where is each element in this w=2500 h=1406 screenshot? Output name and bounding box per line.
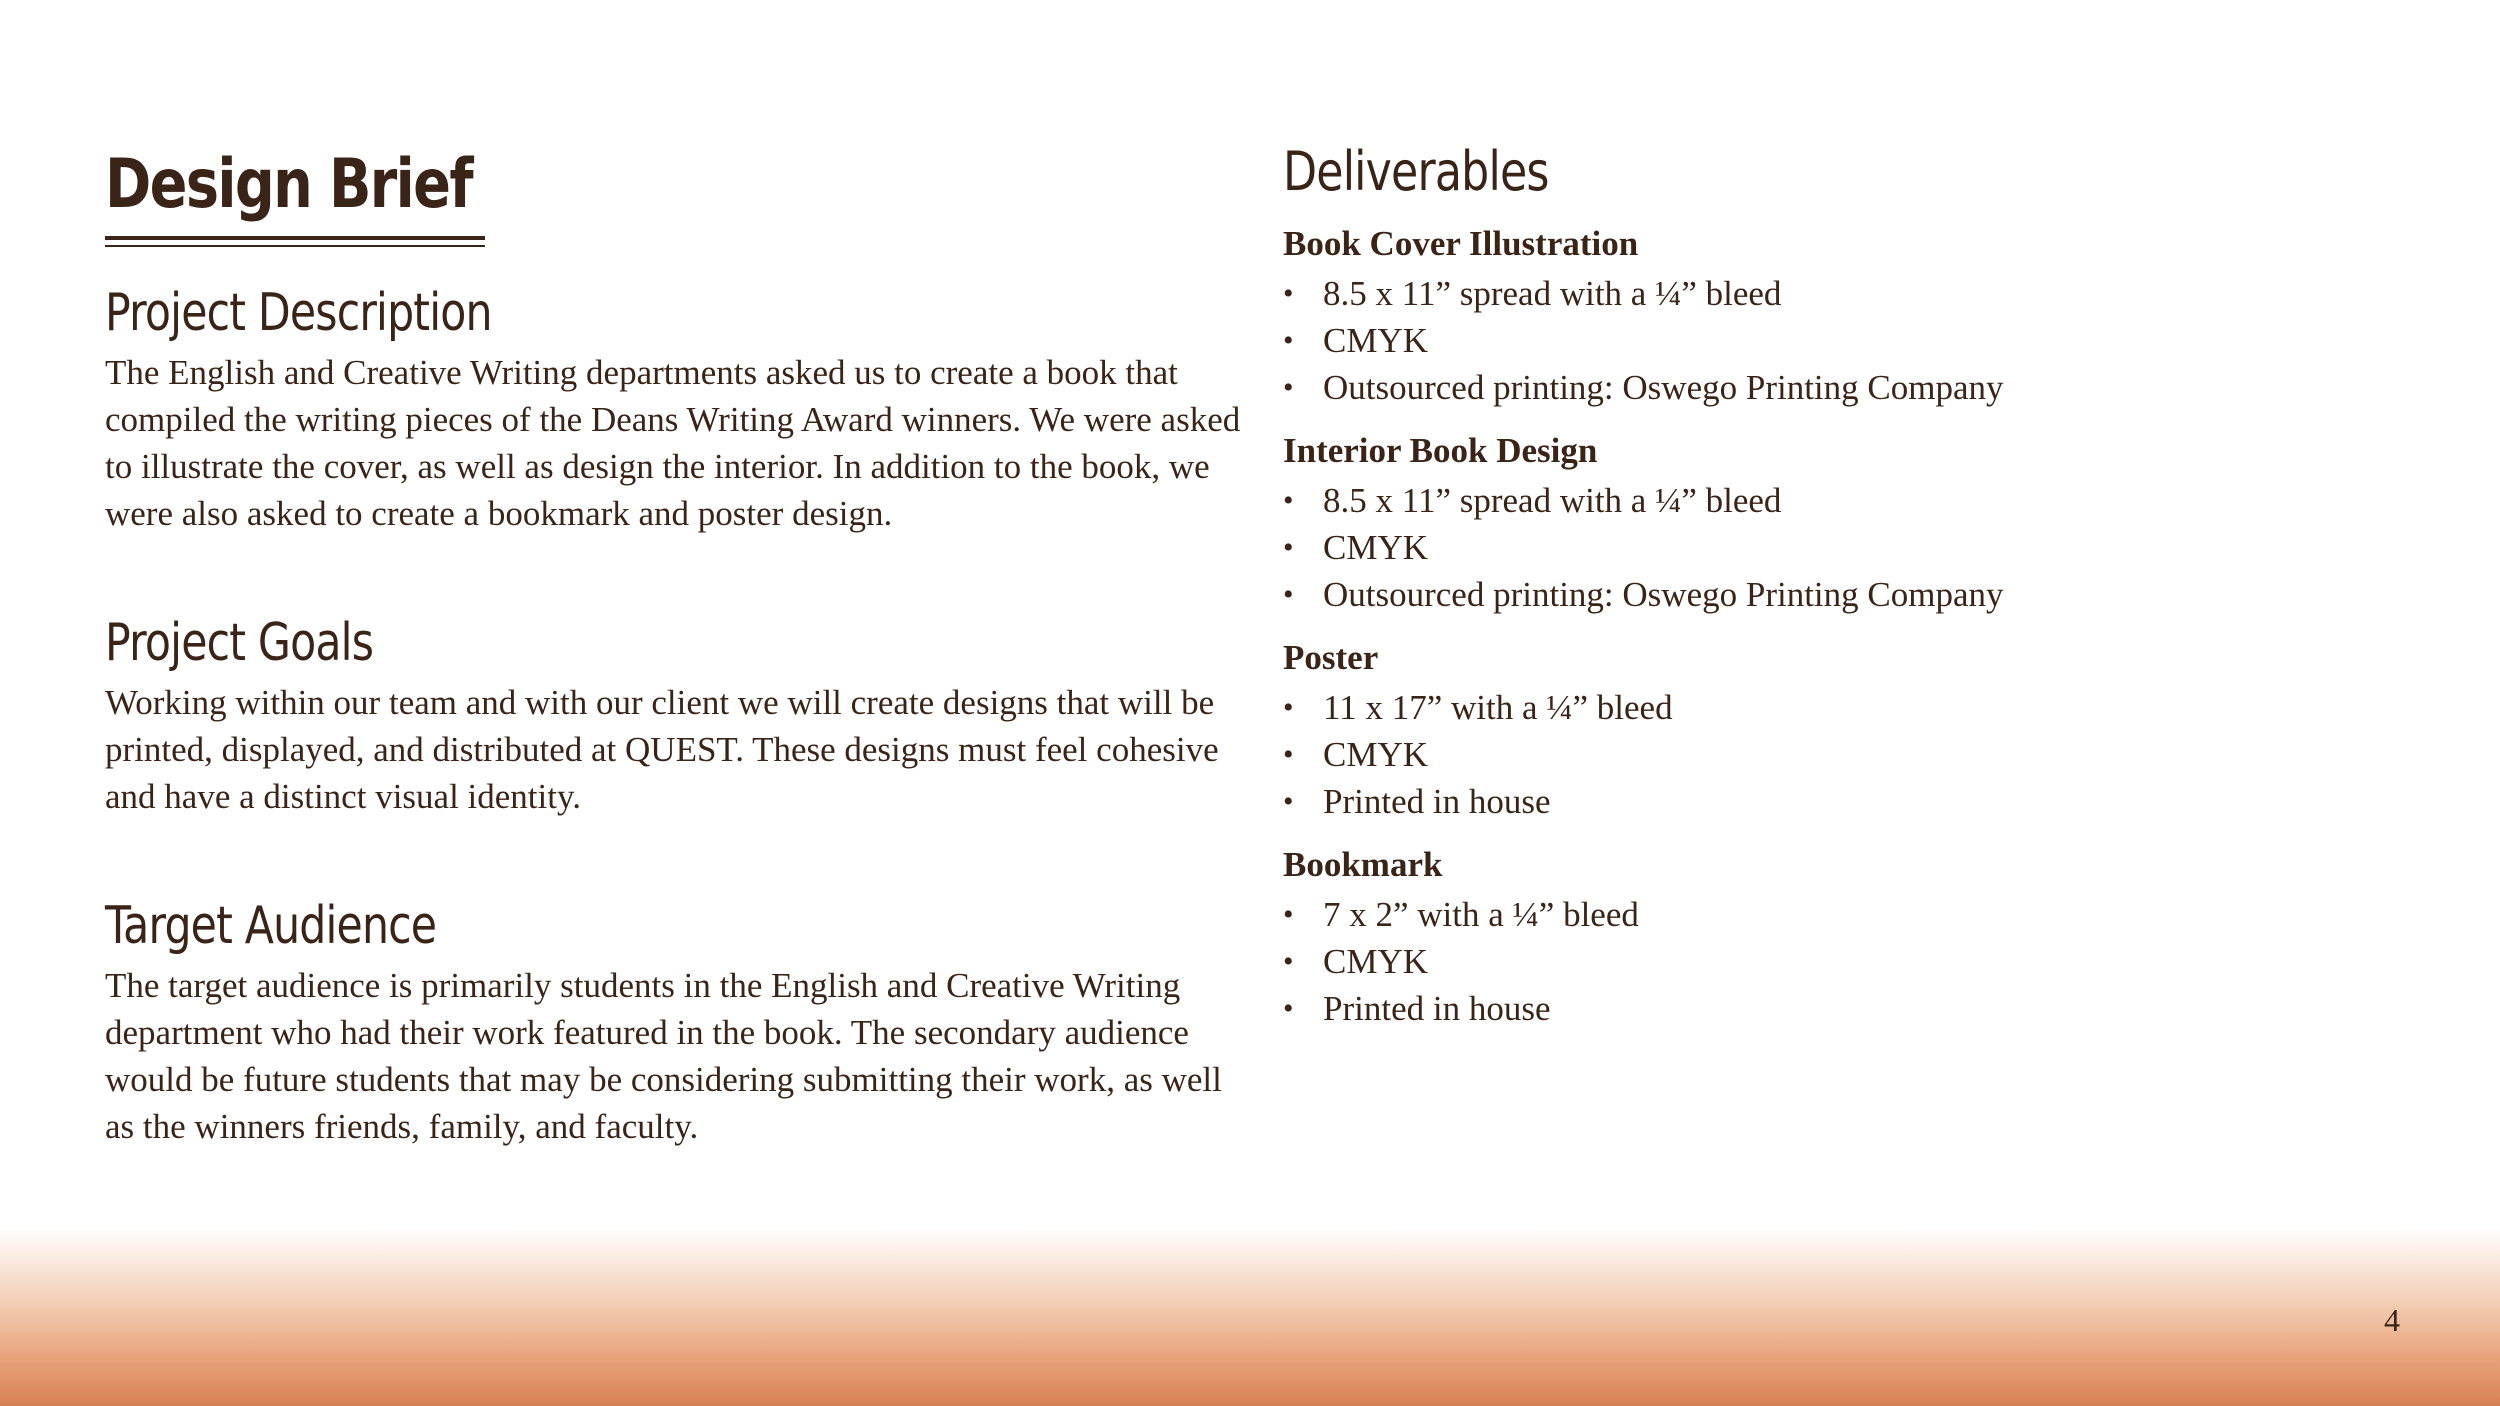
section-heading: Project Goals xyxy=(105,613,374,673)
title-underline-thick xyxy=(105,236,485,240)
list-item: • Printed in house xyxy=(1283,985,2383,1032)
section-heading: Project Description xyxy=(105,283,492,343)
deliverables-heading: Deliverables xyxy=(1283,140,1549,203)
deliverables-column xyxy=(1283,132,2383,1032)
deliverable-group-book-cover xyxy=(1283,218,2383,411)
section-project-description xyxy=(105,281,1245,537)
section-project-goals xyxy=(105,611,1245,820)
list-item: • Printed in house xyxy=(1283,778,2383,825)
list-item: • CMYK xyxy=(1283,731,2383,778)
deliverable-group-poster xyxy=(1283,632,2383,825)
deliverable-list xyxy=(1283,270,2383,411)
section-body: The English and Creative Writing departments asked us to create a book that compiled the writing pieces of the Deans Writing Award winners. We were asked to illustrate the cover, as well as design the interior. In addition to the book, we were also asked to create a bookmark and poster design. xyxy=(105,353,1241,533)
list-item: • 8.5 x 11” spread with a ¼” bleed xyxy=(1283,270,2383,317)
list-item: • CMYK xyxy=(1283,938,2383,985)
list-item: • CMYK xyxy=(1283,524,2383,571)
list-item: • Outsourced printing: Oswego Printing Company xyxy=(1283,571,2383,618)
deliverable-group-title: Book Cover Illustration xyxy=(1283,224,1639,263)
deliverable-group-bookmark xyxy=(1283,839,2383,1032)
deliverable-group-title: Bookmark xyxy=(1283,845,1443,884)
deliverable-group-title: Interior Book Design xyxy=(1283,431,1598,470)
section-body: The target audience is primarily students in the English and Creative Writing department who had their work featured in the book. The secondary audience would be future students that may be considering submitting their work, as well as the winners friends, family, and faculty. xyxy=(105,966,1222,1146)
list-item: • 8.5 x 11” spread with a ¼” bleed xyxy=(1283,477,2383,524)
deliverable-list xyxy=(1283,891,2383,1032)
list-item: • Outsourced printing: Oswego Printing Company xyxy=(1283,364,2383,411)
section-body: Working within our team and with our client we will create designs that will be printed, displayed, and distributed at QUEST. These designs must feel cohesive and have a distinct visual identity. xyxy=(105,683,1219,816)
section-target-audience xyxy=(105,894,1245,1150)
title-underline-thin xyxy=(105,245,485,247)
list-item: • 7 x 2” with a ¼” bleed xyxy=(1283,891,2383,938)
page-title: Design Brief xyxy=(105,145,472,224)
page-number: 4 xyxy=(2384,1302,2400,1338)
list-item: • 11 x 17” with a ¼” bleed xyxy=(1283,684,2383,731)
design-brief-column xyxy=(105,140,1245,1150)
footer-gradient-band xyxy=(0,1228,2500,1406)
deliverable-list xyxy=(1283,684,2383,825)
title-underline xyxy=(105,236,485,247)
section-heading: Target Audience xyxy=(105,896,437,956)
list-item: • CMYK xyxy=(1283,317,2383,364)
deliverable-list xyxy=(1283,477,2383,618)
deliverable-group-title: Poster xyxy=(1283,638,1379,677)
deliverable-group-interior xyxy=(1283,425,2383,618)
